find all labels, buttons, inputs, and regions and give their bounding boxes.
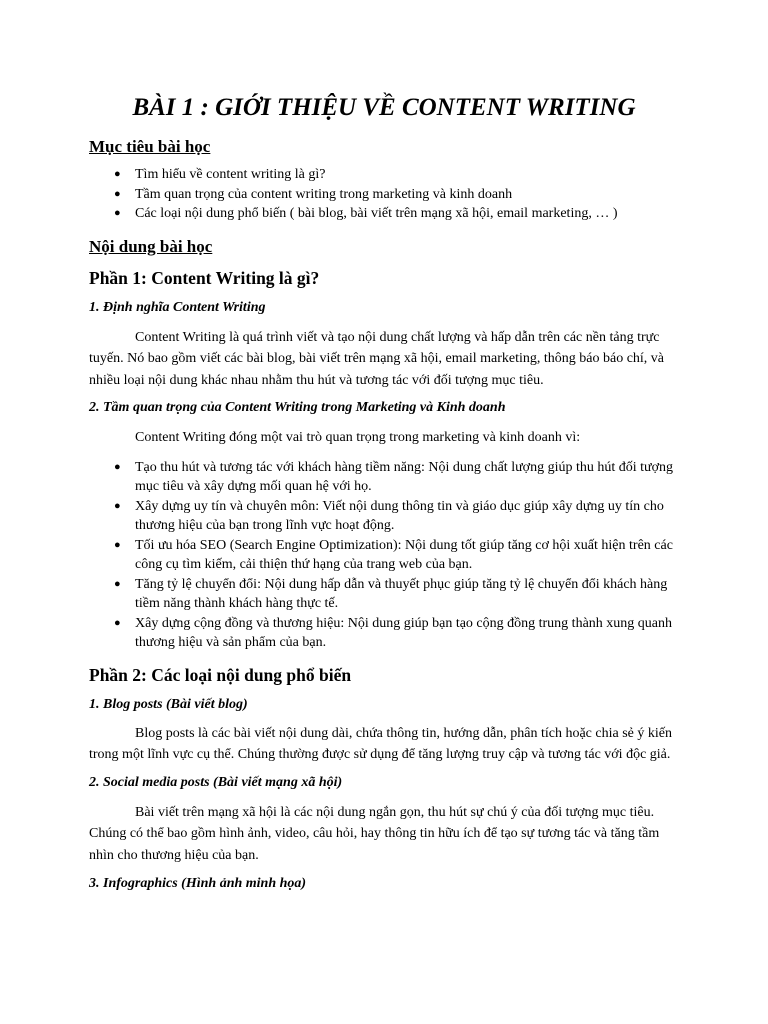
bullet-icon: ● (114, 616, 121, 629)
bullet-icon: ● (114, 168, 121, 180)
part2-sub1-paragraph: Blog posts là các bài viết nội dung dài, chứa thông tin, hướng dẫn, phân tích hoặc chia sẻ ý kiến trong một lĩnh vực cụ thể. Chúng thường được sử dụng để tăng lượng truy cập và tương tác với độc giả. (89, 725, 672, 762)
list-item-text: Tối ưu hóa SEO (Search Engine Optimization): Nội dung tốt giúp tăng cơ hội xuất hiện trên các công cụ tìm kiếm, cải thiện thứ hạng của trang web của bạn. (135, 537, 673, 572)
list-item-text: Tầm quan trọng của content writing trong marketing và kinh doanh (135, 186, 513, 202)
part1-heading: Phần 1: Content Writing là gì? (89, 267, 320, 288)
bullet-icon: ● (114, 460, 121, 473)
objectives-list (89, 165, 679, 224)
part1-sub2-intro: Content Writing đóng một vai trò quan trọng trong marketing và kinh doanh vì: (135, 430, 581, 445)
list-item-text: Xây dựng cộng đồng và thương hiệu: Nội dung giúp bạn tạo cộng đồng trung thành xung quanh thương hiệu và sản phẩm của bạn. (135, 615, 673, 650)
bullet-icon: ● (114, 187, 121, 200)
part2-sub2-paragraph: Bài viết trên mạng xã hội là các nội dung ngắn gọn, thu hút sự chú ý của đối tượng mục tiêu. Chúng có thể bao gồm hình ảnh, video, câu hỏi, hay thông tin hữu ích để tạo sự tương tác và tăng tầm nhìn cho thương hiệu của bạn. (89, 804, 660, 863)
content-heading: Nội dung bài học (89, 236, 213, 256)
list-item (89, 497, 679, 536)
list-item-text: Tăng tỷ lệ chuyển đổi: Nội dung hấp dẫn và thuyết phục giúp tăng tỷ lệ chuyển đổi khách hàng tiềm năng thành khách hàng thực tế. (135, 576, 668, 611)
list-item (89, 575, 679, 614)
part1-sub1-heading: 1. Định nghĩa Content Writing (89, 299, 266, 315)
list-item (89, 185, 679, 205)
list-item-text: Tạo thu hút và tương tác với khách hàng tiềm năng: Nội dung chất lượng giúp thu hút đối tượng mục tiêu và xây dựng mối quan hệ với họ. (135, 459, 674, 494)
bullet-icon: ● (114, 577, 121, 590)
list-item-text: Xây dựng uy tín và chuyên môn: Viết nội dung thông tin và giáo dục giúp xây dựng uy tín cho thương hiệu của bạn trong lĩnh vực hoạt động. (135, 498, 664, 533)
bullet-icon: ● (114, 499, 121, 512)
list-item (89, 165, 679, 185)
list-item-text: Tìm hiểu về content writing là gì? (135, 167, 326, 182)
bullet-icon: ● (114, 207, 121, 219)
objectives-heading: Mục tiêu bài học (89, 137, 211, 156)
list-item (89, 614, 679, 653)
list-item (89, 536, 679, 575)
bullet-icon: ● (114, 538, 121, 551)
list-item (89, 204, 679, 224)
part2-heading: Phần 2: Các loại nội dung phổ biến (89, 664, 352, 685)
part2-sub2-heading: 2. Social media posts (Bài viết mạng xã hội) (89, 774, 343, 790)
part1-sub2-heading: 2. Tầm quan trọng của Content Writing trong Marketing và Kinh doanh (89, 400, 506, 415)
part2-sub3-heading: 3. Infographics (Hình ảnh minh họa) (89, 876, 307, 891)
importance-list (89, 458, 679, 653)
list-item-text: Các loại nội dung phổ biến ( bài blog, bài viết trên mạng xã hội, email marketing, … ) (135, 206, 618, 221)
part1-sub1-paragraph: Content Writing là quá trình viết và tạo nội dung chất lượng và hấp dẫn trên các nền tảng trực tuyến. Nó bao gồm viết các bài blog, bài viết trên mạng xã hội, email marketing, thông báo báo chí, và nhiều loại nội dung khác nhau nhằm thu hút và tương tác với đối tượng mục tiêu. (89, 329, 665, 388)
document-title: BÀI 1 : GIỚI THIỆU VỀ CONTENT WRITING (132, 94, 636, 121)
list-item (89, 458, 679, 497)
part2-sub1-heading: 1. Blog posts (Bài viết blog) (89, 696, 248, 712)
